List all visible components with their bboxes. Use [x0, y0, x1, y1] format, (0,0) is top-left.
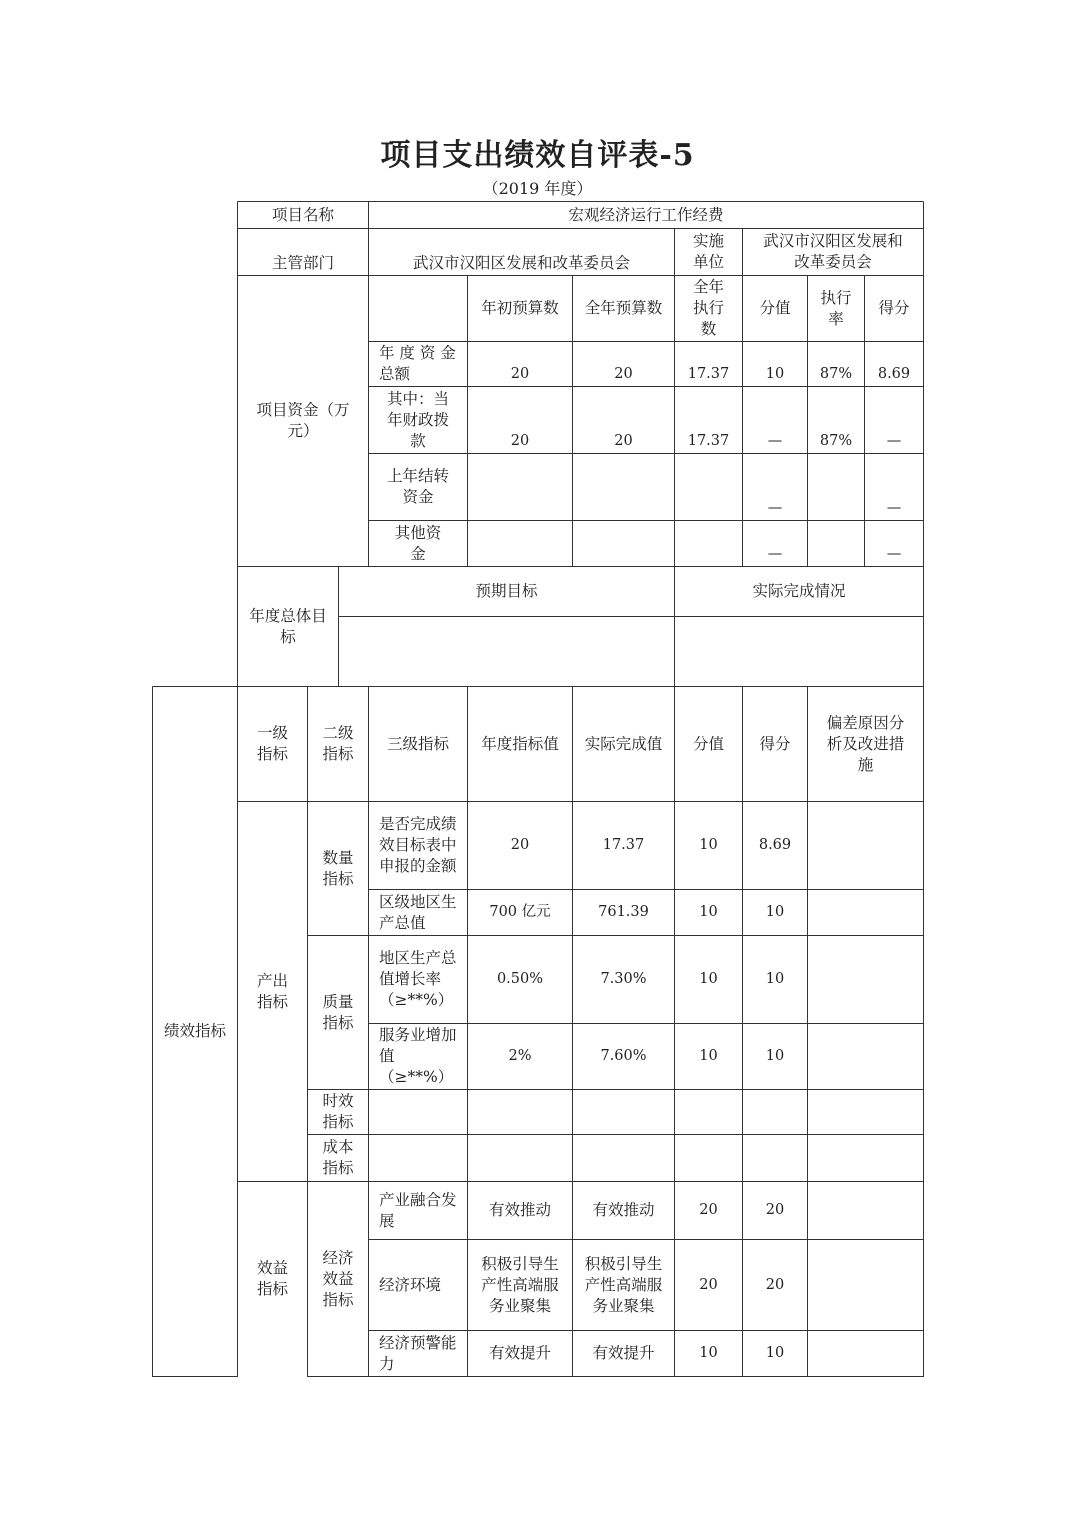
level3-indicator	[369, 1135, 467, 1181]
expected-goal-value	[339, 617, 674, 686]
actual-value: 有效提升	[592, 1344, 655, 1362]
funds-cell	[468, 454, 572, 520]
funds-cell	[808, 454, 864, 520]
funds-col-header: 执行率	[820, 288, 852, 328]
funds-cell: —	[767, 433, 783, 449]
target-value	[468, 1090, 572, 1134]
got-value: 8.69	[758, 837, 792, 853]
got-value: 20	[765, 1202, 785, 1218]
funds-cell: 20	[614, 366, 633, 382]
level3-indicator: 地区生产总值增长率（≥**%）	[379, 949, 457, 1009]
level2-indicator: 数量指标	[322, 848, 354, 888]
target-value: 积极引导生产性高端服务业聚集	[481, 1254, 559, 1315]
perf-header: 偏差原因分析及改进措施	[826, 713, 905, 774]
level3-indicator: 区级地区生产总值	[379, 892, 457, 932]
funds-col-header: 全年执行数	[693, 278, 725, 338]
funds-cell: 87%	[819, 366, 853, 382]
funds-cell	[468, 521, 572, 566]
actual-result-header: 实际完成情况	[752, 582, 846, 600]
perf-header: 分值	[692, 734, 724, 753]
funds-row-label: 年 度 资 金 总额	[379, 344, 456, 383]
level3-indicator: 产业融合发展	[379, 1190, 457, 1230]
target-value: 0.50%	[496, 971, 544, 987]
score-value: 10	[699, 1048, 718, 1064]
target-value: 有效提升	[488, 1344, 551, 1362]
actual-result-value	[675, 617, 923, 686]
score-value	[675, 1135, 742, 1181]
project-name-value: 宏观经济运行工作经费	[568, 205, 724, 224]
funds-cell: 17.37	[687, 366, 730, 382]
target-value: 2%	[508, 1048, 532, 1064]
actual-value: 761.39	[598, 904, 649, 920]
score-value: 10	[699, 837, 718, 853]
score-value: 10	[699, 904, 718, 920]
funds-cell: —	[886, 546, 902, 562]
actual-value: 17.37	[602, 837, 645, 853]
level2-indicator: 经济效益指标	[322, 1248, 354, 1309]
perf-header: 得分	[759, 734, 791, 753]
score-value: 10	[699, 1345, 718, 1361]
score-value	[675, 1090, 742, 1134]
funds-cell	[675, 521, 742, 566]
funds-cell: —	[767, 546, 783, 562]
funds-cell: 87%	[819, 433, 853, 449]
funds-col-header: 分值	[759, 299, 791, 317]
perf-header: 实际完成值	[584, 734, 663, 753]
funds-cell: —	[886, 433, 902, 449]
impl-unit-label: 实施单位	[692, 232, 724, 271]
got-value	[743, 1090, 807, 1134]
funds-cell: —	[767, 500, 783, 516]
funds-cell: 20	[510, 433, 530, 449]
funds-cell	[808, 521, 864, 566]
got-value: 10	[765, 904, 785, 920]
project-name-label: 项目名称	[271, 205, 334, 224]
funds-cell	[573, 521, 674, 566]
level3-indicator: 是否完成绩效目标表中申报的金额	[379, 815, 457, 875]
deviation-note	[808, 890, 923, 935]
funds-col-header: 全年预算数	[584, 299, 663, 317]
actual-value: 积极引导生产性高端服务业聚集	[584, 1254, 663, 1315]
deviation-note	[808, 1240, 923, 1330]
dept-value: 武汉市汉阳区发展和改革委员会	[412, 254, 630, 272]
actual-value: 有效推动	[592, 1201, 655, 1219]
score-value: 20	[699, 1276, 718, 1293]
funds-cell: 20	[510, 366, 530, 382]
got-value	[743, 1135, 807, 1181]
got-value: 10	[765, 971, 785, 987]
perf-header: 三级指标	[386, 734, 449, 753]
deviation-note	[808, 1182, 923, 1239]
score-value: 20	[699, 1202, 718, 1218]
actual-value: 7.30%	[600, 971, 647, 987]
funds-cell	[573, 454, 674, 520]
level2-indicator: 时效指标	[322, 1092, 354, 1131]
deviation-note	[808, 1090, 923, 1134]
level3-indicator	[369, 1090, 467, 1134]
level1-indicator: 产出指标	[256, 971, 288, 1011]
funds-col-header: 得分	[878, 299, 910, 317]
perf-header: 年度指标值	[481, 734, 559, 753]
deviation-note	[808, 936, 923, 1023]
annual-goal-label: 年度总体目标	[249, 606, 327, 646]
got-value: 10	[765, 1345, 785, 1361]
deviation-note	[808, 1331, 923, 1376]
deviation-note	[808, 1024, 923, 1089]
expected-goal-header: 预期目标	[475, 582, 538, 600]
level2-indicator: 质量指标	[322, 992, 354, 1032]
perf-indicator-label: 绩效指标	[163, 1022, 226, 1040]
funds-cell	[675, 454, 742, 520]
actual-value	[573, 1135, 674, 1181]
funds-cell: 17.37	[687, 433, 730, 449]
funds-cell: 10	[765, 366, 785, 382]
target-value	[468, 1135, 572, 1181]
target-value: 700 亿元	[489, 904, 551, 920]
got-value: 20	[765, 1276, 785, 1293]
deviation-note	[808, 802, 923, 889]
impl-unit-value: 武汉市汉阳区发展和改革委员会	[763, 232, 903, 271]
got-value: 10	[765, 1048, 785, 1064]
level3-indicator: 服务业增加值（≥**%）	[379, 1026, 457, 1086]
level2-indicator: 成本指标	[322, 1138, 354, 1177]
funds-cell: 8.69	[877, 366, 911, 382]
page-title: 项目支出绩效自评表-5	[380, 138, 695, 173]
funds-label: 项目资金（万元）	[256, 401, 350, 440]
actual-value: 7.60%	[600, 1048, 647, 1064]
funds-row-label: 其他资金	[394, 523, 442, 563]
funds-cell: —	[886, 500, 902, 516]
score-value: 10	[699, 971, 718, 987]
dept-label: 主管部门	[271, 254, 334, 272]
funds-col-header: 年初预算数	[481, 299, 559, 317]
level3-indicator: 经济环境	[379, 1275, 442, 1294]
target-value: 20	[510, 837, 530, 853]
funds-cell: 20	[614, 433, 633, 449]
perf-header: 二级指标	[322, 724, 354, 763]
level3-indicator: 经济预警能力	[379, 1333, 457, 1373]
year-label: （2019 年度）	[482, 179, 593, 198]
level1-indicator: 效益指标	[256, 1259, 288, 1298]
funds-row-label: 上年结转资金	[386, 467, 449, 506]
target-value: 有效推动	[488, 1201, 551, 1219]
deviation-note	[808, 1135, 923, 1181]
funds-row-label: 其中：当年财政拨款	[386, 389, 449, 450]
actual-value	[573, 1090, 674, 1134]
perf-header: 一级指标	[256, 724, 288, 763]
